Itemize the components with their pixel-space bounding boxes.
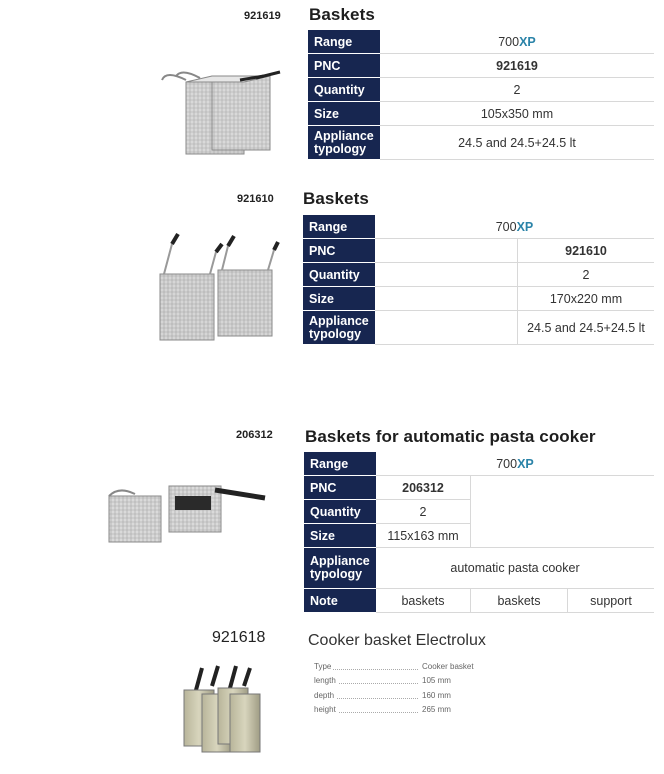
spec-row	[314, 688, 484, 703]
pasta-basket-image	[105, 476, 275, 548]
pnc-value: 921610	[518, 239, 655, 263]
spec-value: Cooker basket	[422, 661, 474, 671]
size-label: Size	[304, 524, 376, 548]
section-title: Baskets	[309, 5, 375, 24]
spec-row	[314, 674, 484, 689]
empty-cell	[471, 476, 655, 548]
quantity-label: Quantity	[304, 500, 376, 524]
range-label: Range	[308, 30, 380, 54]
pnc-value: 206312	[376, 476, 471, 500]
quantity-label: Quantity	[308, 78, 380, 102]
empty-cell	[375, 287, 518, 311]
pnc-value: 921619	[380, 54, 654, 78]
section-title: Baskets	[303, 189, 369, 208]
range-value: 700XP	[380, 30, 654, 54]
range-label: Range	[304, 452, 376, 476]
typology-value: automatic pasta cooker	[376, 548, 654, 589]
basket-pair-image	[156, 66, 296, 160]
spec-table-921610	[303, 215, 654, 345]
typology-label: Appliance typology	[303, 311, 375, 345]
spec-value: 160 mm	[422, 690, 451, 700]
empty-cell	[375, 239, 518, 263]
typology-label: Appliance typology	[308, 126, 380, 160]
size-value: 170x220 mm	[518, 287, 655, 311]
quantity-value: 2	[380, 78, 654, 102]
spec-table-206312	[304, 452, 654, 613]
size-label: Size	[308, 102, 380, 126]
size-value: 115x163 mm	[376, 524, 471, 548]
note-value-2: baskets	[471, 589, 568, 613]
cooker-basket-image	[178, 660, 268, 760]
spec-key: length	[314, 676, 336, 686]
pnc-label: PNC	[304, 476, 376, 500]
spec-list	[314, 659, 484, 717]
empty-cell	[375, 311, 518, 345]
spec-table-921619	[308, 30, 654, 160]
spec-row	[314, 703, 484, 718]
range-value: 700XP	[375, 215, 654, 239]
pnc-label: PNC	[303, 239, 375, 263]
note-value-1: baskets	[376, 589, 471, 613]
product-code: 206312	[236, 429, 273, 441]
quantity-label: Quantity	[303, 263, 375, 287]
size-label: Size	[303, 287, 375, 311]
spec-row	[314, 659, 484, 674]
section-title: Cooker basket Electrolux	[308, 632, 486, 649]
typology-value: 24.5 and 24.5+24.5 lt	[380, 126, 654, 160]
product-code: 921610	[237, 193, 274, 205]
section-title: Baskets for automatic pasta cooker	[305, 427, 596, 446]
range-value: 700XP	[376, 452, 654, 476]
spec-key: Type	[314, 661, 332, 671]
basket-pair-image	[150, 230, 290, 346]
pnc-label: PNC	[308, 54, 380, 78]
note-label: Note	[304, 589, 376, 613]
range-label: Range	[303, 215, 375, 239]
product-code: 921619	[244, 10, 281, 22]
typology-value: 24.5 and 24.5+24.5 lt	[518, 311, 655, 345]
product-code: 921618	[212, 629, 266, 646]
spec-key: depth	[314, 690, 335, 700]
typology-label: Appliance typology	[304, 548, 376, 589]
empty-cell	[375, 263, 518, 287]
spec-key: height	[314, 705, 336, 715]
quantity-value: 2	[376, 500, 471, 524]
spec-value: 265 mm	[422, 705, 451, 715]
spec-value: 105 mm	[422, 676, 451, 686]
size-value: 105x350 mm	[380, 102, 654, 126]
note-value-3: support	[568, 589, 655, 613]
quantity-value: 2	[518, 263, 655, 287]
